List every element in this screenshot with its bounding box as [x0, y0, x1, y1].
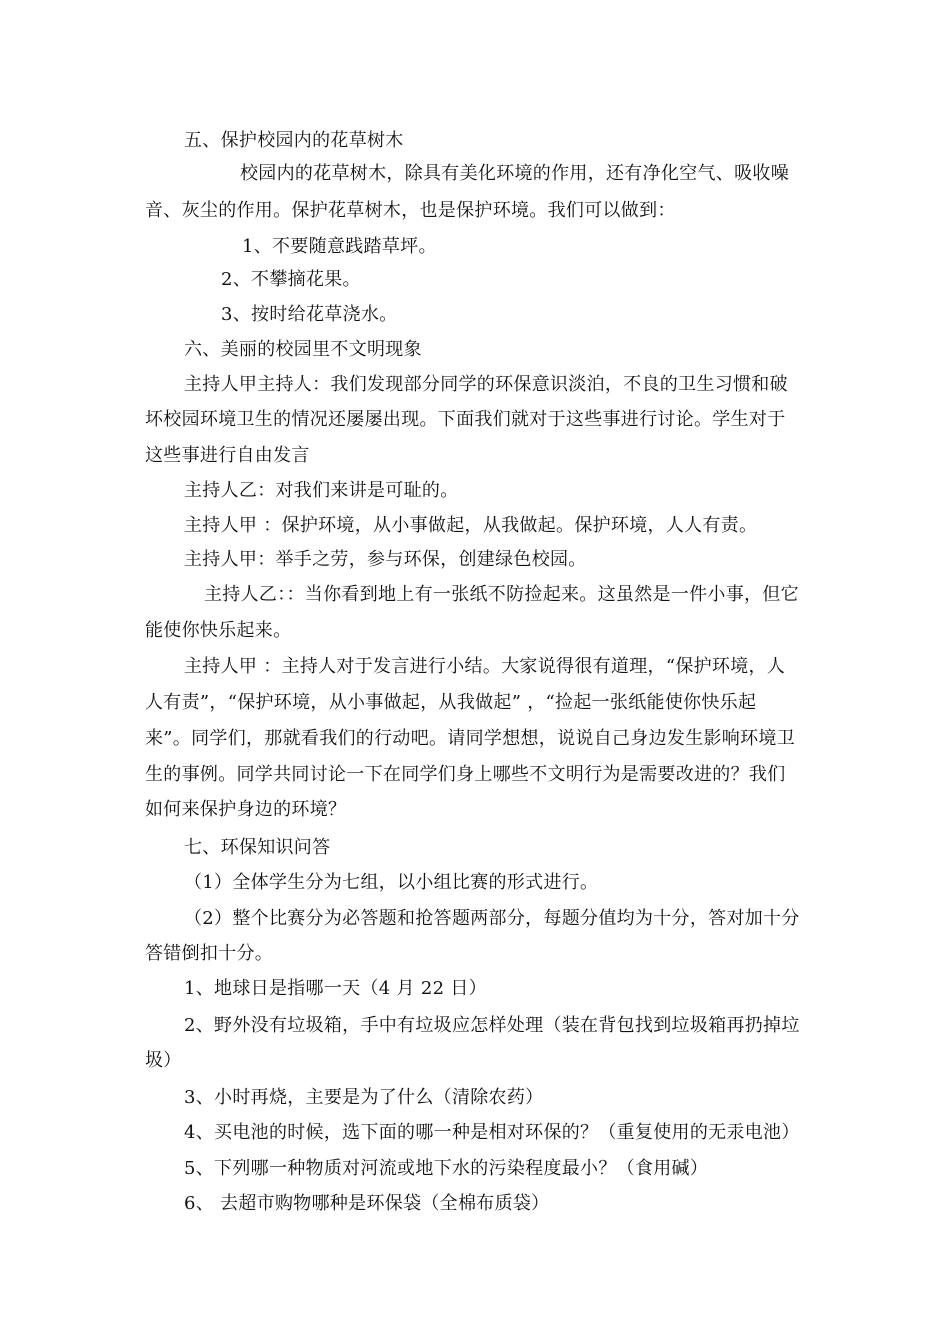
- list-item: 2、不攀摘花果。: [221, 269, 361, 290]
- dialogue-line: 主持人乙：：当你看到地上有一张纸不防捡起来。这虽然是一件小事，但它: [204, 584, 799, 605]
- rule-line: （1）全体学生分为七组，以小组比赛的形式进行。: [184, 872, 599, 893]
- dialogue-line: 主持人乙：对我们来讲是可耻的。: [184, 480, 459, 501]
- quiz-item: 4、买电池的时候，选下面的哪一种是相对环保的？（重复使用的无汞电池）: [184, 1122, 800, 1143]
- list-item: 1、不要随意践踏草坪。: [242, 236, 437, 257]
- paragraph-line: 音、灰尘的作用。保护花草树木，也是保护环境。我们可以做到：: [145, 200, 676, 221]
- paragraph-line: 坏校园环境卫生的情况还屡屡出现。下面我们就对于这些事进行讨论。学生对于: [145, 409, 786, 430]
- dialogue-line: 生的事例。同学共同讨论一下在同学们身上哪些不文明行为是需要改进的？我们: [145, 764, 786, 785]
- dialogue-line: 主持人甲 ：保护环境，从小事做起，从我做起。保护环境，人人有责。: [184, 515, 758, 536]
- dialogue-line: 如何来保护身边的环境？: [145, 799, 347, 820]
- dialogue-line: 主持人甲 ：主持人对于发言进行小结。大家说得很有道理，“保护环境，人: [184, 656, 786, 677]
- dialogue-line: 人有责”，“保护环境，从小事做起，从我做起” ，“捡起一张纸能使你快乐起: [145, 692, 757, 713]
- quiz-item: 3、小时再烧，主要是为了什么（清除农药）: [184, 1087, 544, 1108]
- quiz-item: 2、野外没有垃圾箱，手中有垃圾应怎样处理（装在背包找到垃圾箱再扔掉垃: [184, 1015, 800, 1036]
- dialogue-line: 主持人甲：举手之劳，参与环保，创建绿色校园。: [184, 549, 587, 570]
- paragraph-line: 这些事进行自由发言: [145, 445, 310, 466]
- quiz-item: 6、 去超市购物哪种是环保袋（全棉布质袋）: [184, 1193, 550, 1214]
- section-heading-6: 六、美丽的校园里不文明现象: [184, 339, 422, 360]
- list-item: 3、按时给花草浇水。: [221, 304, 398, 325]
- rule-line: 答错倒扣十分。: [145, 943, 274, 964]
- dialogue-line: 来”。同学们，那就看我们的行动吧。请同学想想，说说自己身边发生影响环境卫: [145, 728, 795, 749]
- quiz-item: 圾）: [145, 1050, 182, 1071]
- paragraph-line: 校园内的花草树木，除具有美化环境的作用，还有净化空气、吸收噪: [240, 163, 789, 184]
- section-heading-7: 七、环保知识问答: [184, 837, 331, 858]
- dialogue-line: 能使你快乐起来。: [145, 620, 292, 641]
- quiz-item: 1、地球日是指哪一天（4 月 22 日）: [184, 978, 487, 999]
- rule-line: （2）整个比赛分为必答题和抢答题两部分，每题分值均为十分，答对加十分: [184, 908, 800, 929]
- quiz-item: 5、下列哪一种物质对河流或地下水的污染程度最小？（食用碱）: [184, 1158, 709, 1179]
- paragraph-line: 主持人甲主持人：我们发现部分同学的环保意识淡泊，不良的卫生习惯和破: [184, 374, 788, 395]
- section-heading-5: 五、保护校园内的花草树木: [184, 130, 404, 151]
